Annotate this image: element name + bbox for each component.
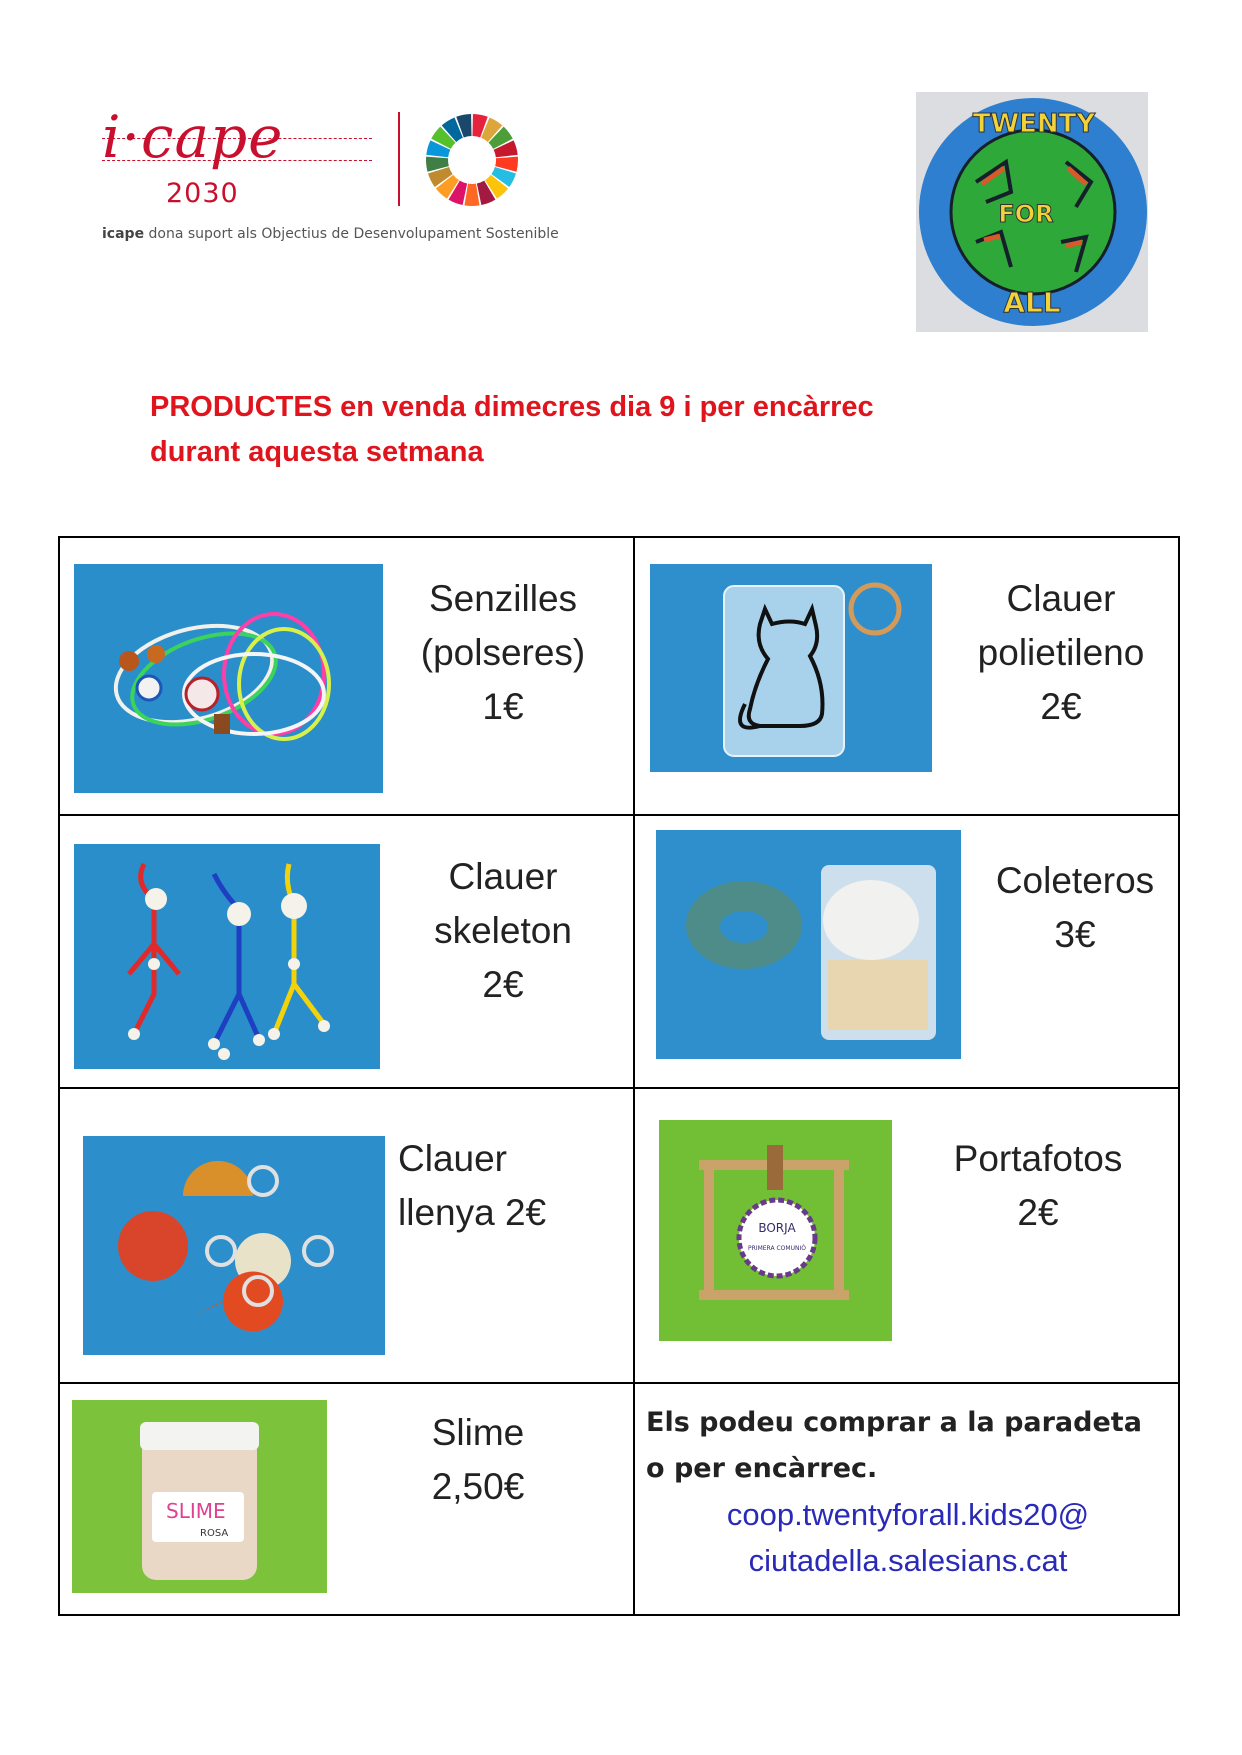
photo-frame-photo bbox=[659, 1120, 892, 1341]
product-label-cat-keyring: Clauer polietileno 2€ bbox=[977, 578, 1145, 727]
page-heading-line2: durant aquesta setmana bbox=[150, 436, 484, 468]
slime-sub-text: ROSA bbox=[200, 1528, 229, 1539]
product-label-slime: Slime 2,50€ bbox=[431, 1412, 525, 1507]
slime-label-text: SLIME bbox=[166, 1499, 226, 1523]
icape-logo bbox=[0, 0, 600, 260]
bracelets-photo bbox=[74, 564, 383, 793]
icape-tagline: icape dona suport als Objectius de Desenvolupament Sostenible bbox=[102, 226, 559, 242]
icape-logo-word: i·cape bbox=[102, 103, 284, 171]
product-label-scrunchies: Coleteros 3€ bbox=[995, 860, 1155, 955]
skeleton-keyring-photo bbox=[74, 844, 380, 1069]
contact-email[interactable] bbox=[648, 1492, 1168, 1584]
product-label-wooden-keyring: Clauer llenya 2€ bbox=[398, 1138, 547, 1233]
badge-top-text: TWENTY bbox=[972, 109, 1096, 139]
twenty-for-all-logo bbox=[916, 92, 1148, 332]
frame-name-text: BORJA bbox=[758, 1221, 796, 1235]
contact-email-line1[interactable]: coop.twentyforall.kids20@ bbox=[726, 1497, 1090, 1532]
badge-mid-text: FOR bbox=[998, 200, 1054, 228]
cat-keyring-photo bbox=[650, 564, 932, 772]
product-label-photo-frame: Portafotos 2€ bbox=[953, 1138, 1123, 1233]
product-label-bracelets: Senzilles (polseres) 1€ bbox=[420, 578, 586, 727]
purchase-info: Els podeu comprar a la paradeta o per encàrrec. bbox=[646, 1407, 1142, 1484]
badge-bottom-text: ALL bbox=[1003, 286, 1061, 319]
icape-logo-year: 2030 bbox=[166, 178, 239, 209]
page-heading-line1: PRODUCTES en venda dimecres dia 9 i per encàrrec bbox=[150, 391, 874, 423]
sdg-wheel-icon bbox=[424, 112, 520, 208]
sdg-segment bbox=[464, 184, 479, 206]
frame-sub-text: PRIMERA COMUNIÓ bbox=[748, 1245, 806, 1252]
slime-photo bbox=[72, 1400, 327, 1593]
contact-email-line2[interactable]: ciutadella.salesians.cat bbox=[748, 1543, 1068, 1578]
product-table bbox=[58, 536, 1178, 1616]
scrunchies-photo bbox=[656, 830, 961, 1059]
logo-separator bbox=[398, 112, 400, 206]
wooden-keyring-photo bbox=[83, 1136, 385, 1355]
product-label-skeleton: Clauer skeleton 2€ bbox=[434, 856, 572, 1005]
